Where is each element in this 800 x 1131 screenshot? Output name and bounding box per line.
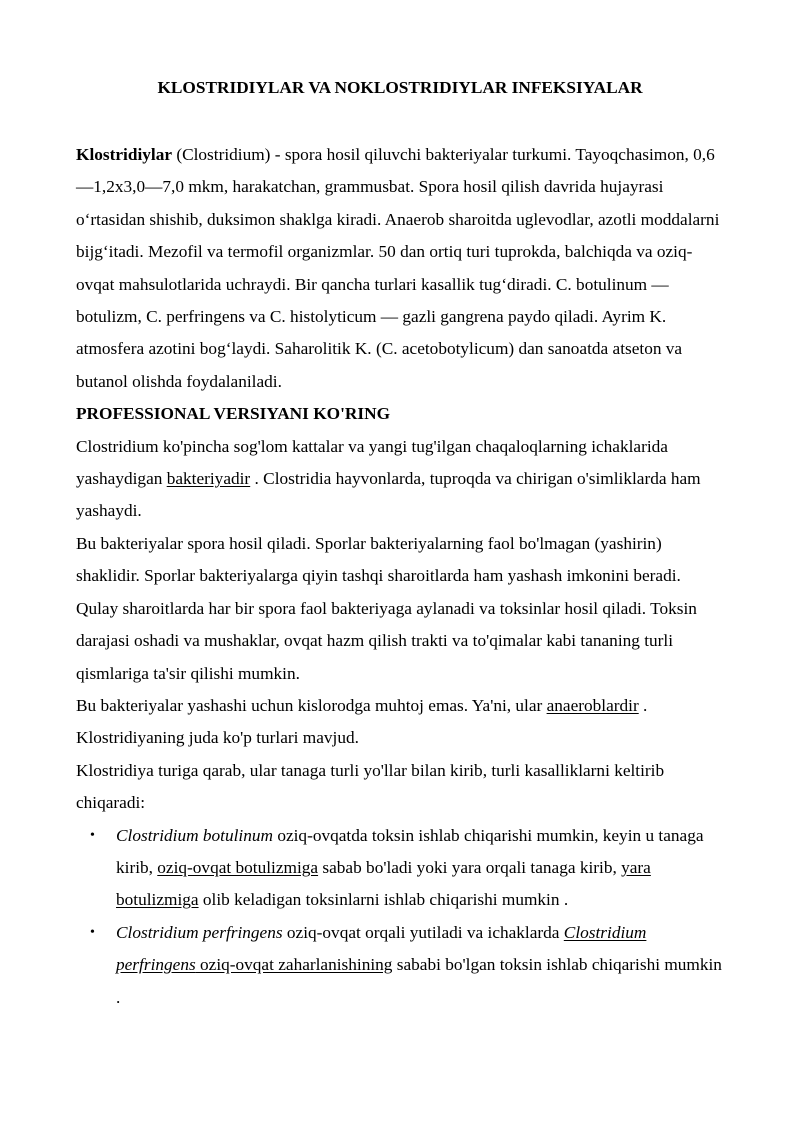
- species-name: Clostridium perfringens: [116, 922, 283, 942]
- document-body: [76, 139, 726, 1014]
- list-text: sabab bo'ladi yoki yara orqali tanaga kirib,: [318, 857, 622, 877]
- link-oziq-ovqat-botulizmiga[interactable]: oziq-ovqat botulizmiga: [157, 857, 319, 877]
- list-item: [90, 820, 726, 917]
- link-anaeroblardir[interactable]: anaeroblardir: [546, 695, 639, 715]
- paragraph-text: Bu bakteriyalar yashashi uchun kislorodga muhtoj emas. Ya'ni, ular: [76, 695, 547, 715]
- list-text: olib keladigan toksinlarni ishlab chiqarishi mumkin .: [198, 890, 569, 910]
- species-name: Clostridium botulinum: [116, 825, 273, 845]
- list-text: oziq-ovqatda toksin ishlab chiqarishi mumkin, keyin u tanaga kirib,: [116, 825, 704, 877]
- list-text: oziq-ovqat orqali yutiladi va ichaklarda: [282, 922, 564, 942]
- bullet-icon: •: [90, 827, 95, 843]
- link-yara-botulizmiga[interactable]: yara botulizmiga: [116, 857, 651, 910]
- paragraph-spores: Bu bakteriyalar spora hosil qiladi. Sporlar bakteriyalarning faol bo'lmagan (yashirin) shaklidir. Sporlar bakteriyalarga qiyin tashqi sharoitlarda ham yashash imkonini beradi. Qulay sharoitlarda har bir spora faol bakteriyaga aylanadi va toksinlar hosil qiladi. Toksin darajasi oshadi va mushaklar, ovqat hazm qilish trakti va to'qimalar kabi tananing turli qismlariga ta'sir qilishi mumkin.: [76, 533, 697, 683]
- document-title: KLOSTRIDIYLAR VA NOKLOSTRIDIYLAR INFEKSIYALAR: [157, 78, 643, 97]
- paragraph-habitat: [76, 431, 726, 528]
- paragraph-text: . Klostridiyaning juda ko'p turlari mavjud.: [76, 695, 648, 748]
- list-text: sababi bo'lgan toksin ishlab chiqarishi mumkin .: [116, 955, 722, 1007]
- disease-list: [76, 820, 726, 1014]
- link-bakteriyadir[interactable]: bakteriyadir: [166, 469, 251, 489]
- paragraph-text: . Clostridia hayvonlarda, tuproqda va chirigan o'simliklarda ham yashaydi.: [76, 469, 701, 521]
- intro-term: Klostridiylar: [76, 145, 173, 164]
- paragraph-text: Clostridium ko'pincha sog'lom kattalar va yangi tug'ilgan chaqaloqlarning ichaklarida yashaydigan: [76, 436, 668, 489]
- paragraph-anaerobes: [76, 690, 726, 755]
- paragraph-diseases-intro: Klostridiya turiga qarab, ular tanaga turli yo'llar bilan kirib, turli kasalliklarni keltirib chiqaradi:: [76, 760, 665, 813]
- bullet-icon: •: [90, 924, 95, 940]
- link-text: oziq-ovqat zaharlanishining: [195, 955, 393, 975]
- intro-text: (Clostridium) - spora hosil qiluvchi bakteriyalar turkumi. Tayoqchasimon, 0,6—1,2x3,0—7,0 mkm, harakatchan, grammusbat. Spora hosil qilish davrida hujayrasi oʻrtasidan shishib, duksimon shaklga kiradi. Anaerob sharoitda uglevodlar, azotli moddalarni bijgʻitadi. Mezofil va termofil organizmlar. 50 dan ortiq turi tuprokda, balchiqda va oziq-ovqat mahsulotlarida uchraydi. Bir qancha turlari kasallik tugʻdiradi. C. botulinum — botulizm, C. perfringens va C. histolyticum — gazli gangrena paydo qiladi. Ayrim K. atmosfera azotini bogʻlaydi. Saharolitik K. (C. acetobotylicum) dan sanoatda atseton va butanol olishda foydalaniladi.: [76, 145, 720, 391]
- intro-paragraph: [76, 139, 726, 398]
- section-heading: PROFESSIONAL VERSIYANI KO'RING: [76, 404, 391, 424]
- list-item: [90, 917, 726, 1014]
- link-species-name: Clostridium perfringens: [116, 922, 647, 975]
